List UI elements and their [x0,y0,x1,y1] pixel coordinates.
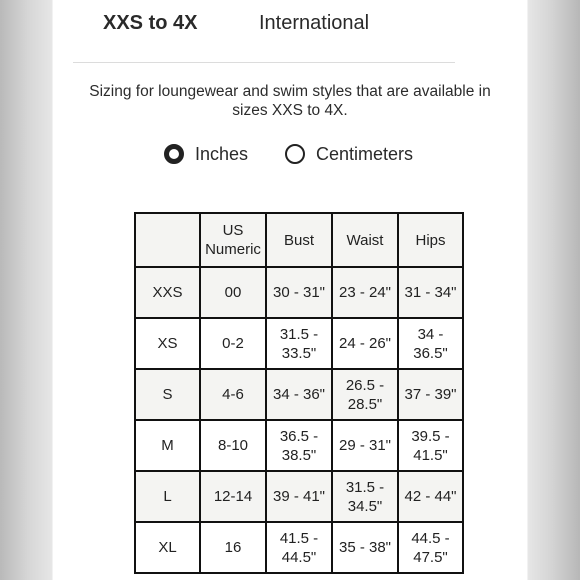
cell-hips-text: 44.5 - 47.5" [411,529,450,566]
cell-us-numeric: 00 [200,267,266,318]
unit-option-centimeters[interactable] [285,141,413,167]
table-row [135,267,463,318]
radio-unchecked-icon[interactable] [285,144,305,164]
header-waist: Waist [332,213,398,267]
cell-waist: 23 - 24" [332,267,398,318]
unit-label-centimeters: Centimeters [316,143,414,164]
cell-us-numeric: 0-2 [200,318,266,369]
cell-hips [398,420,463,471]
cell-waist-text: 26.5 - 28.5" [345,376,385,413]
tab-international[interactable]: International [259,12,370,34]
cell-hips-text: 34 - 36.5" [413,325,448,362]
cell-size: M [135,420,200,471]
header-us-numeric [200,213,266,267]
cell-bust [266,522,332,573]
cell-waist: 24 - 26" [332,318,398,369]
cell-bust [266,420,332,471]
cell-hips: 37 - 39" [398,369,463,420]
cell-size: XXS [135,267,200,318]
cell-bust: 30 - 31" [266,267,332,318]
cell-us-numeric: 4-6 [200,369,266,420]
cell-size: L [135,471,200,522]
unit-label-inches: Inches [195,143,249,164]
table-row [135,318,463,369]
cell-waist [332,471,398,522]
cell-hips: 42 - 44" [398,471,463,522]
cell-size: XL [135,522,200,573]
cell-waist-text: 31.5 - 34.5" [345,478,385,515]
cell-bust-text: 31.5 - 33.5" [279,325,319,362]
header-hips: Hips [398,213,463,267]
header-us-numeric-label: US Numeric [205,222,261,258]
cell-waist: 29 - 31" [332,420,398,471]
cell-us-numeric: 16 [200,522,266,573]
size-range-tabs [73,0,455,63]
table-header-row [135,213,463,267]
cell-waist [332,369,398,420]
cell-size: S [135,369,200,420]
table-row [135,471,463,522]
cell-bust-text: 36.5 - 38.5" [279,427,319,464]
table-row [135,420,463,471]
tab-xxs-to-4x[interactable]: XXS to 4X [103,12,198,34]
radio-checked-icon[interactable] [164,144,184,164]
cell-hips [398,522,463,573]
cell-bust: 39 - 41" [266,471,332,522]
cell-bust-text: 41.5 - 44.5" [279,529,319,566]
header-size [135,213,200,267]
size-chart-table [134,212,464,574]
cell-hips [398,318,463,369]
cell-hips-text: 39.5 - 41.5" [411,427,450,464]
cell-bust [266,318,332,369]
cell-hips: 31 - 34" [398,267,463,318]
cell-us-numeric: 12-14 [200,471,266,522]
header-bust: Bust [266,213,332,267]
size-guide-description: Sizing for loungewear and swim styles that are available in sizes XXS to 4X. [89,83,491,119]
cell-bust: 34 - 36" [266,369,332,420]
table-row [135,522,463,573]
cell-waist: 35 - 38" [332,522,398,573]
cell-us-numeric: 8-10 [200,420,266,471]
cell-size: XS [135,318,200,369]
table-row [135,369,463,420]
unit-option-inches[interactable] [164,141,248,167]
